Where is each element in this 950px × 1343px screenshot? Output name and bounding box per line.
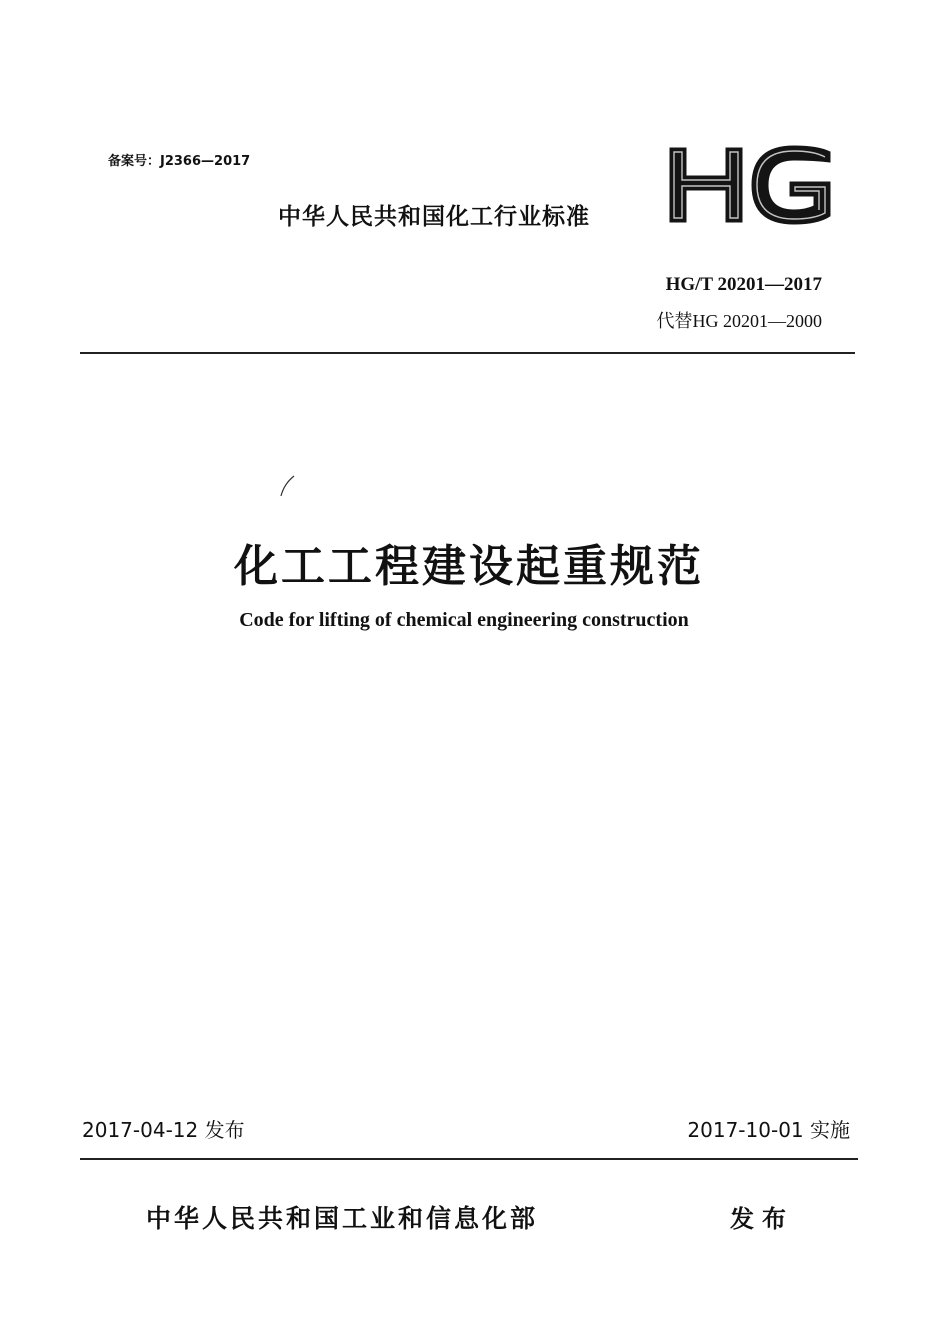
document-title-english: Code for lifting of chemical engineering construction [239,609,689,631]
issue-date: 2017-04-12 发布 [82,1118,245,1142]
publisher-name: 中华人民共和国工业和信息化部 [146,1204,539,1233]
hg-logo-letter-g [752,146,830,224]
replaced-standard: 代替HG 20201—2000 [656,311,822,331]
record-number: 备案号：J2366—2017 [108,154,251,169]
effective-date: 2017-10-01 实施 [687,1118,850,1142]
pen-stroke-mark [278,474,298,498]
top-divider [80,352,855,354]
industry-standard-label: 中华人民共和国化工行业标准 [278,204,590,230]
document-title-chinese: 化工工程建设起重规范 [234,541,704,592]
bottom-divider [80,1158,858,1160]
publisher-action: 发布 [730,1205,794,1233]
hg-logo-letter-h [670,148,742,222]
hg-logo [668,144,834,226]
standard-code: HG/T 20201—2017 [665,274,822,295]
